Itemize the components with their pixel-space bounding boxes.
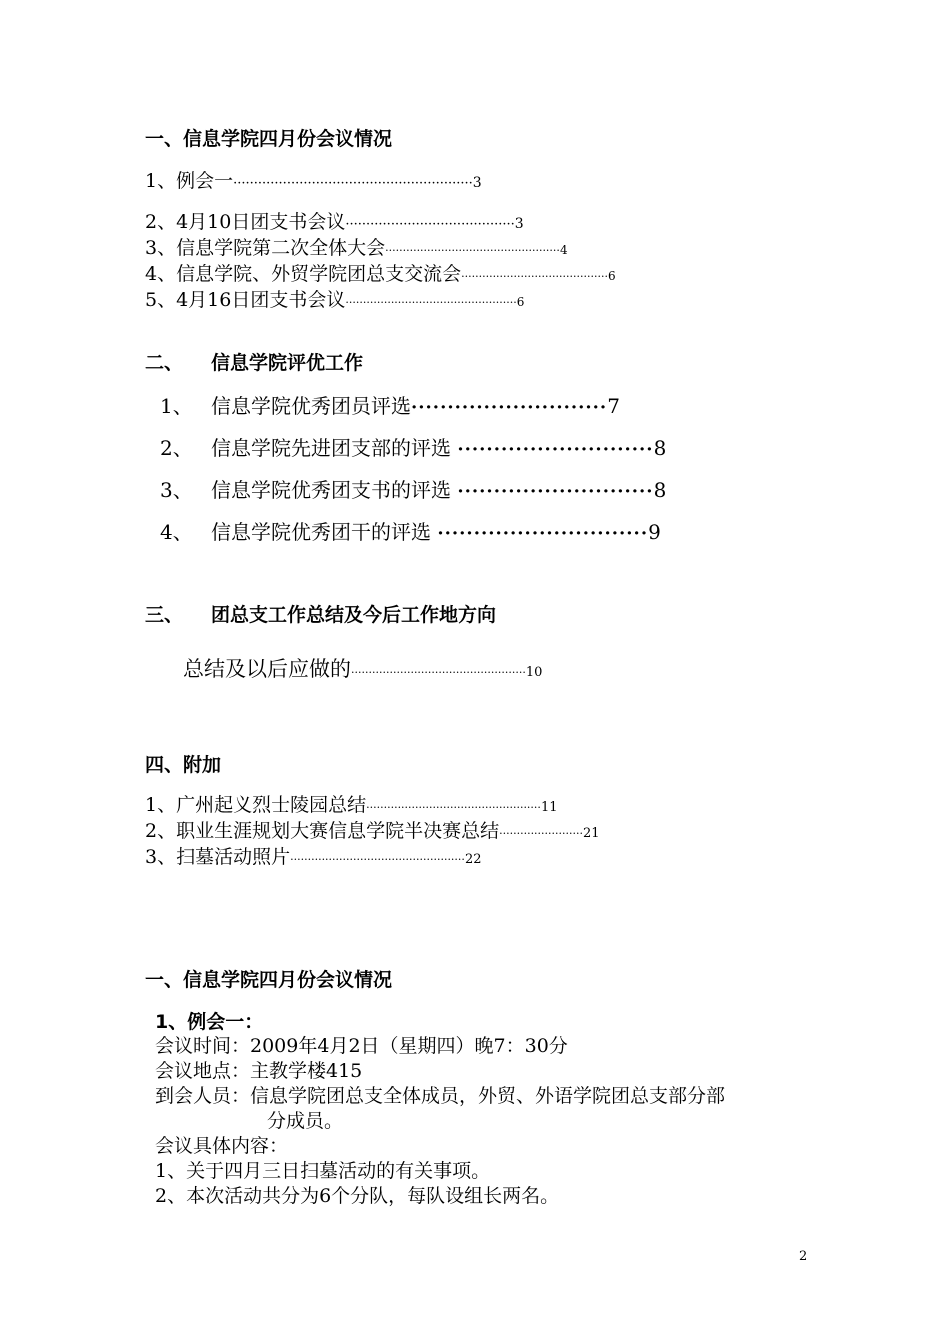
toc-page-number: 9 [648,520,661,544]
toc-leader-dots: ····························· [437,523,649,544]
toc-entry[interactable] [145,259,616,286]
toc-entry-label: 信息学院优秀团干的评选 [211,520,438,544]
toc-page-number: 7 [607,394,620,418]
toc-section-4-heading: 四、附加 [145,754,222,776]
toc-entry[interactable] [145,790,557,817]
toc-entry[interactable] [145,207,524,234]
toc-section-3-heading: 团总支工作总结及今后工作地方向 [211,604,497,626]
toc-page-number: 8 [653,436,667,460]
toc-entry-number: 2、 [160,436,193,460]
toc-entry-label: 4、信息学院、外贸学院团总支交流会 [145,263,462,285]
toc-entry-label: 信息学院优秀团支书的评选 [211,478,458,502]
toc-entry-number: 4、 [160,520,193,544]
toc-entry[interactable] [211,474,666,503]
toc-entry-label: 5、4月16日团支书会议 [145,289,346,311]
toc-leader-dots: ························ [499,827,584,840]
toc-page-number: 10 [525,665,543,680]
toc-entry[interactable] [211,390,620,419]
toc-entry-label: 1、广州起义烈士陵园总结 [145,794,367,816]
toc-entry-label: 信息学院先进团支部的评选 [211,436,458,460]
toc-leader-dots: ·················································· [290,853,465,866]
toc-section-1-heading: 一、信息学院四月份会议情况 [145,128,393,150]
toc-leader-dots: ·················································· [366,801,541,814]
toc-leader-dots: ·················································· [351,666,526,679]
toc-page-number: 21 [583,826,600,841]
page-number: 2 [799,1249,808,1264]
toc-entry[interactable] [211,516,661,545]
toc-entry-label: 1、例会一 [145,170,234,192]
toc-entry[interactable] [145,166,482,193]
toc-section-2-heading-number: 二、 [145,352,184,374]
meeting-location: 会议地点：主教学楼415 [155,1060,363,1082]
toc-section-2-heading: 信息学院评优工作 [211,352,364,374]
toc-page-number: 4 [559,243,568,257]
meeting-content-item: 1、关于四月三日扫墓活动的有关事项。 [155,1160,491,1182]
body-section-heading: 一、信息学院四月份会议情况 [145,969,393,991]
meeting-time: 会议时间：2009年4月2日（星期四）晚7：30分 [155,1035,568,1057]
toc-leader-dots: ·················································· [385,244,560,257]
toc-page-number: 11 [540,800,558,815]
toc-page-number: 22 [464,852,482,867]
toc-page-number: 6 [516,295,525,309]
toc-entry[interactable] [145,816,600,843]
toc-entry[interactable] [145,285,524,312]
meeting-content-label: 会议具体内容： [155,1135,289,1157]
toc-leader-dots: ··························· [457,439,654,460]
toc-entry-label: 2、4月10日团支书会议 [145,211,346,233]
toc-entry-label: 2、职业生涯规划大赛信息学院半决赛总结 [145,820,500,842]
toc-entry-number: 1、 [160,394,193,418]
toc-entry-label: 信息学院优秀团员评选 [211,394,411,418]
toc-entry-label: 3、信息学院第二次全体大会 [145,237,386,259]
toc-entry-label: 3、扫墓活动照片 [145,846,291,868]
toc-entry-number: 3、 [160,478,193,502]
toc-leader-dots: ·························································· [233,176,473,191]
toc-page-number: 3 [472,175,482,191]
meeting-content-item: 2、本次活动共分为6个分队，每队设组长两名。 [155,1185,560,1207]
toc-page-number: 3 [514,216,524,232]
toc-page-number: 6 [607,269,616,283]
toc-section-3-heading-number: 三、 [145,604,184,626]
meeting-attendees-continued: 分成员。 [267,1110,344,1132]
toc-leader-dots: ··························· [457,481,654,502]
toc-entry[interactable] [145,842,481,869]
toc-entry[interactable] [183,653,542,683]
toc-entry[interactable] [211,432,666,461]
toc-entry[interactable] [145,233,568,260]
toc-leader-dots: ········································· [345,217,515,232]
meeting-attendees: 到会人员：信息学院团总支全体成员，外贸、外语学院团总支部分部 [155,1085,726,1107]
toc-leader-dots: ················································· [345,296,517,309]
body-subheading: 1、例会一： [155,1011,264,1033]
toc-leader-dots: ··························· [411,397,608,418]
toc-page-number: 8 [653,478,667,502]
toc-entry-label: 总结及以后应做的 [183,657,351,681]
toc-leader-dots: ·········································· [461,270,608,283]
